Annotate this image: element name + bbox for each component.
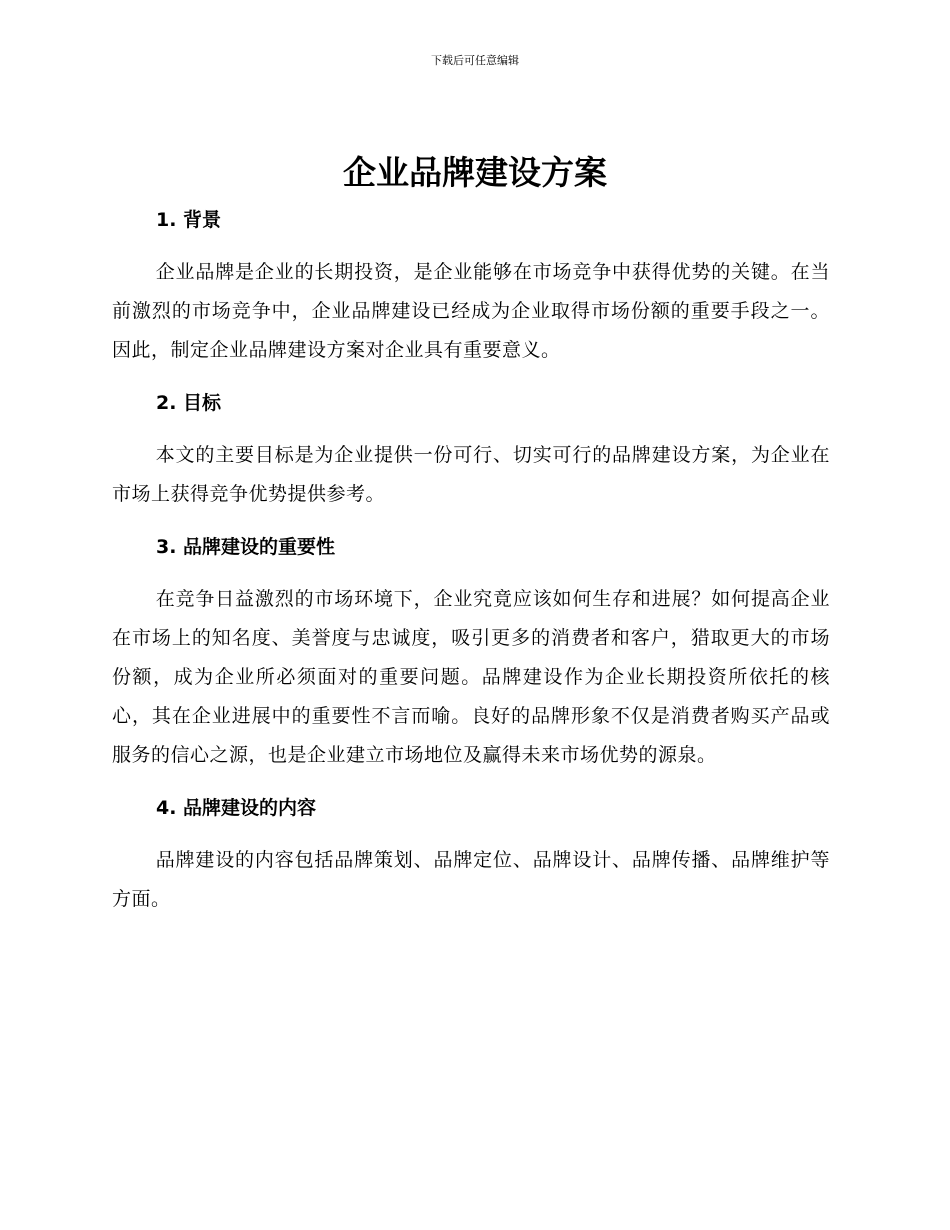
section-goal [112,385,830,514]
section-importance [112,529,830,775]
header-note: 下载后可任意编辑 [431,54,519,67]
section-paragraph: 本文的主要目标是为企业提供一份可行、切实可行的品牌建设方案，为企业在市场上获得竞争优势提供参考。 [112,444,830,505]
section-heading: 1. 背景 [156,209,222,231]
section-paragraph: 企业品牌是企业的长期投资，是企业能够在市场竞争中获得优势的关键。在当前激烈的市场竞争中，企业品牌建设已经成为企业取得市场份额的重要手段之一。因此，制定企业品牌建设方案对企业具有重要意义。 [112,261,830,361]
section-paragraph: 在竞争日益激烈的市场环境下，企业究竟应该如何生存和进展？如何提高企业在市场上的知名度、美誉度与忠诚度，吸引更多的消费者和客户，猎取更大的市场份额，成为企业所必须面对的重要问题。品牌建设作为企业长期投资所依托的核心，其在企业进展中的重要性不言而喻。良好的品牌形象不仅是消费者购买产品或服务的信心之源，也是企业建立市场地位及赢得未来市场优势的源泉。 [112,588,830,766]
section-paragraph: 品牌建设的内容包括品牌策划、品牌定位、品牌设计、品牌传播、品牌维护等方面。 [112,849,830,910]
section-content [112,790,830,919]
section-heading: 3. 品牌建设的重要性 [156,536,336,558]
document-title: 企业品牌建设方案 [343,153,607,192]
section-background [112,202,830,370]
section-heading: 2. 目标 [156,392,222,414]
document-body [112,202,830,934]
section-heading: 4. 品牌建设的内容 [156,797,317,819]
